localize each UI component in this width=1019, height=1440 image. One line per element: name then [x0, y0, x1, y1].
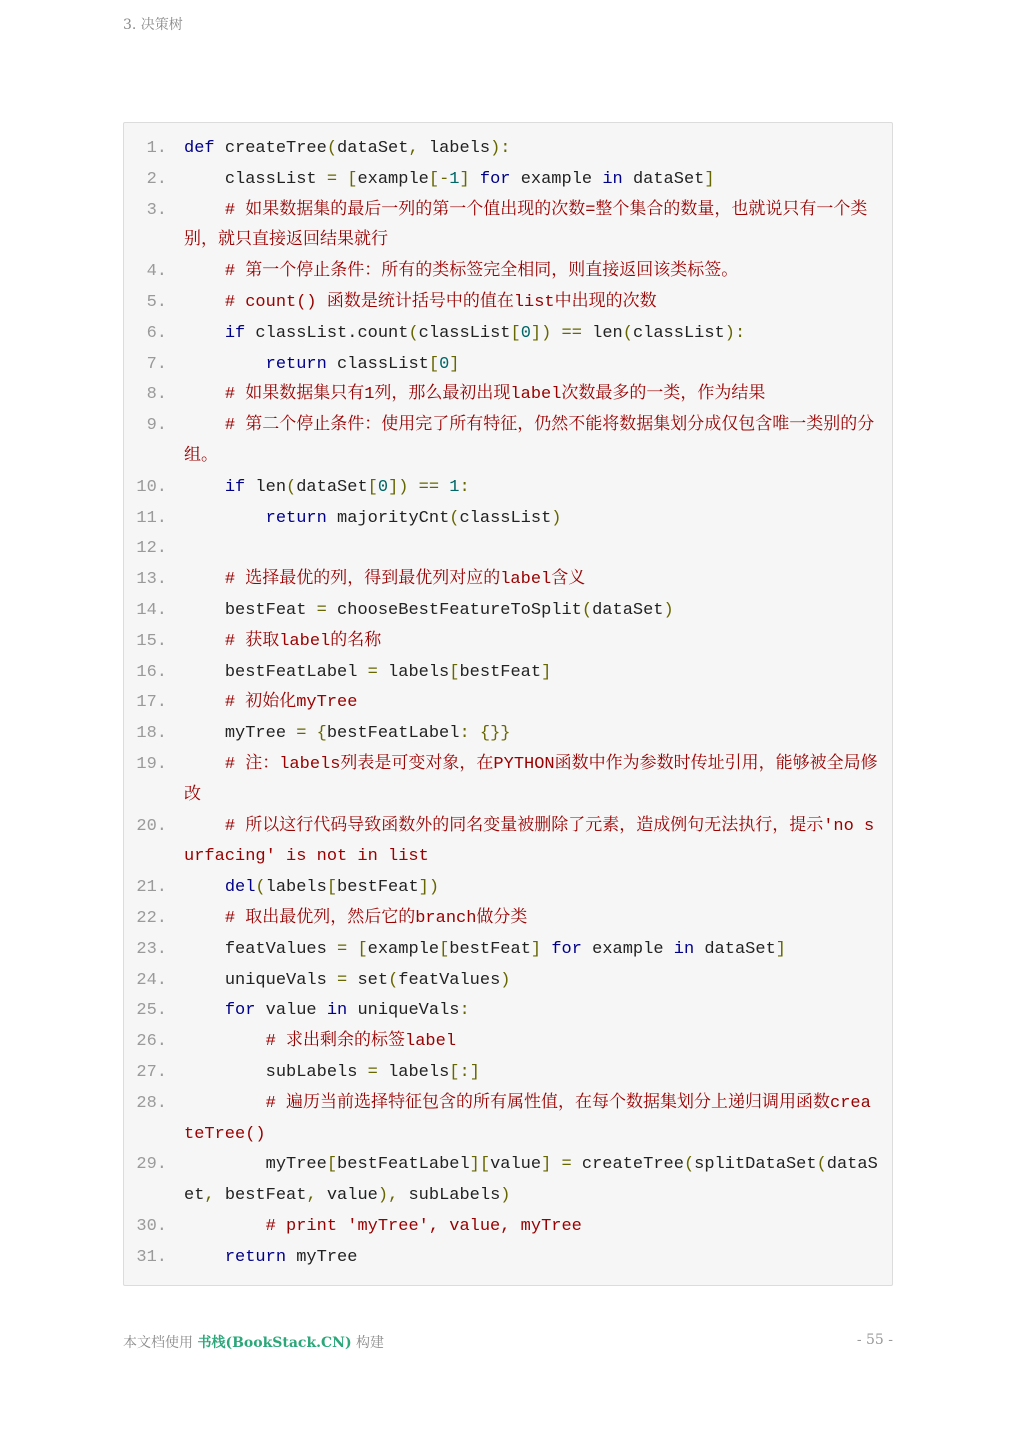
code-line — [123, 473, 893, 504]
code-text: # 注：labels列表是可变对象，在PYTHON函数中作为参数时传址引用，能够被全局修改 — [184, 754, 878, 805]
line-number: 18. — [136, 724, 167, 744]
code-line — [123, 257, 893, 288]
code-text: # count() 函数是统计括号中的值在list中出现的次数 — [224, 292, 657, 312]
line-number: 26. — [136, 1032, 167, 1052]
code-line — [123, 688, 893, 719]
line-number: 13. — [136, 570, 167, 590]
line-number: 14. — [136, 600, 167, 620]
line-number: 29. — [136, 1155, 167, 1175]
line-number: 22. — [136, 908, 167, 928]
code-line — [123, 966, 893, 997]
line-number: 11. — [136, 508, 167, 528]
line-number: 30. — [136, 1216, 167, 1236]
code-text: # 取出最优列，然后它的branch做分类 — [224, 908, 528, 928]
code-text: # 第一个停止条件：所有的类标签完全相同，则直接返回该类标签。 — [224, 262, 739, 282]
line-number: 1. — [146, 139, 167, 158]
code-text: return myTree — [224, 1247, 358, 1267]
code-text: # 求出剩余的标签label — [265, 1032, 457, 1052]
line-number: 21. — [136, 878, 167, 898]
line-number: 12. — [136, 539, 167, 559]
code-line — [123, 658, 893, 689]
code-text: # print 'myTree', value, myTree — [265, 1216, 582, 1236]
code-line — [123, 319, 893, 350]
line-number: 16. — [136, 662, 167, 682]
code-text: bestFeatLabel = labels[bestFeat] — [224, 662, 552, 682]
code-text: # 第二个停止条件：使用完了所有特征，仍然不能将数据集划分成仅包含唯一类别的分组。 — [184, 416, 875, 466]
code-line — [123, 288, 893, 319]
code-text: return classList[0] — [265, 354, 460, 374]
code-line — [123, 565, 893, 596]
code-line — [123, 873, 893, 904]
code-line — [123, 411, 893, 473]
line-number: 20. — [136, 816, 167, 836]
code-text: bestFeat = chooseBestFeatureToSplit(dataSet) — [224, 600, 674, 620]
line-number: 31. — [136, 1247, 167, 1267]
code-text: # 遍历当前选择特征包含的所有属性值，在每个数据集划分上递归调用函数createTree() — [184, 1093, 871, 1144]
code-line — [123, 904, 893, 935]
code-line — [123, 196, 893, 258]
line-number: 2. — [146, 169, 167, 189]
code-text: myTree = {bestFeatLabel: {}} — [224, 724, 511, 744]
line-number: 15. — [136, 631, 167, 651]
line-number: 24. — [136, 970, 167, 990]
code-text: for value in uniqueVals: — [224, 1001, 470, 1021]
line-number: 9. — [146, 416, 167, 436]
code-line — [123, 596, 893, 627]
code-line — [123, 1027, 893, 1058]
page-number: - 55 - — [856, 1332, 893, 1348]
line-number: 8. — [146, 385, 167, 405]
line-number: 6. — [146, 323, 167, 343]
page-footer-credit — [123, 1332, 384, 1352]
line-number: 25. — [136, 1001, 167, 1021]
code-line — [123, 719, 893, 750]
code-text: if classList.count(classList[0]) == len(classList): — [224, 323, 746, 343]
line-number: 17. — [136, 693, 167, 713]
code-line — [123, 750, 893, 812]
footer-brand-link[interactable]: 书栈(BookStack.CN) — [197, 1335, 352, 1351]
code-text: return majorityCnt(classList) — [265, 508, 562, 528]
line-number: 19. — [136, 754, 167, 774]
code-line — [123, 996, 893, 1027]
line-number: 4. — [146, 262, 167, 282]
code-text: subLabels = labels[:] — [265, 1062, 480, 1082]
line-number: 7. — [146, 354, 167, 374]
code-text — [184, 534, 880, 565]
code-line — [123, 350, 893, 381]
code-line — [123, 1212, 893, 1243]
line-number: 23. — [136, 939, 167, 959]
code-text: # 初始化myTree — [224, 693, 358, 713]
line-number: 3. — [146, 200, 167, 220]
code-text: # 所以这行代码导致函数外的同名变量被删除了元素，造成例句无法执行，提示'no surfacing' is not in list — [184, 816, 875, 867]
code-line — [123, 812, 893, 874]
code-line — [123, 1243, 893, 1274]
code-text: # 获取label的名称 — [224, 631, 382, 651]
code-text: # 如果数据集只有1列，那么最初出现label次数最多的一类，作为结果 — [224, 385, 766, 405]
code-line — [123, 935, 893, 966]
code-line — [123, 134, 893, 165]
code-line — [123, 534, 893, 565]
footer-suffix: 构建 — [351, 1335, 385, 1351]
code-text: classList = [example[-1] for example in dataSet] — [224, 169, 715, 189]
code-text: uniqueVals = set(featValues) — [224, 970, 511, 990]
code-line — [123, 1058, 893, 1089]
code-line — [123, 380, 893, 411]
footer-prefix: 本文档使用 — [123, 1335, 198, 1351]
code-line — [123, 1089, 893, 1151]
line-number: 5. — [146, 292, 167, 312]
page-header-section: 3. 决策树 — [123, 17, 183, 33]
code-line — [123, 1150, 893, 1212]
code-text: def createTree(dataSet, labels): — [184, 139, 511, 158]
code-line — [123, 504, 893, 535]
line-number: 10. — [136, 477, 167, 497]
code-line — [123, 165, 893, 196]
code-line — [123, 627, 893, 658]
line-number: 28. — [136, 1093, 167, 1113]
code-lines — [0, 134, 1019, 1273]
code-text: # 选择最优的列，得到最优列对应的label含义 — [224, 570, 586, 590]
code-text: featValues = [example[bestFeat] for example in dataSet] — [224, 939, 786, 959]
code-text: # 如果数据集的最后一列的第一个值出现的次数=整个集合的数量，也就说只有一个类别，就只直接返回结果就行 — [184, 200, 868, 251]
code-text: myTree[bestFeatLabel][value] = createTree(splitDataSet(dataSet, bestFeat, value), subLabels) — [184, 1155, 878, 1206]
code-text: if len(dataSet[0]) == 1: — [224, 477, 470, 497]
line-number: 27. — [136, 1062, 167, 1082]
code-text: del(labels[bestFeat]) — [224, 878, 440, 898]
